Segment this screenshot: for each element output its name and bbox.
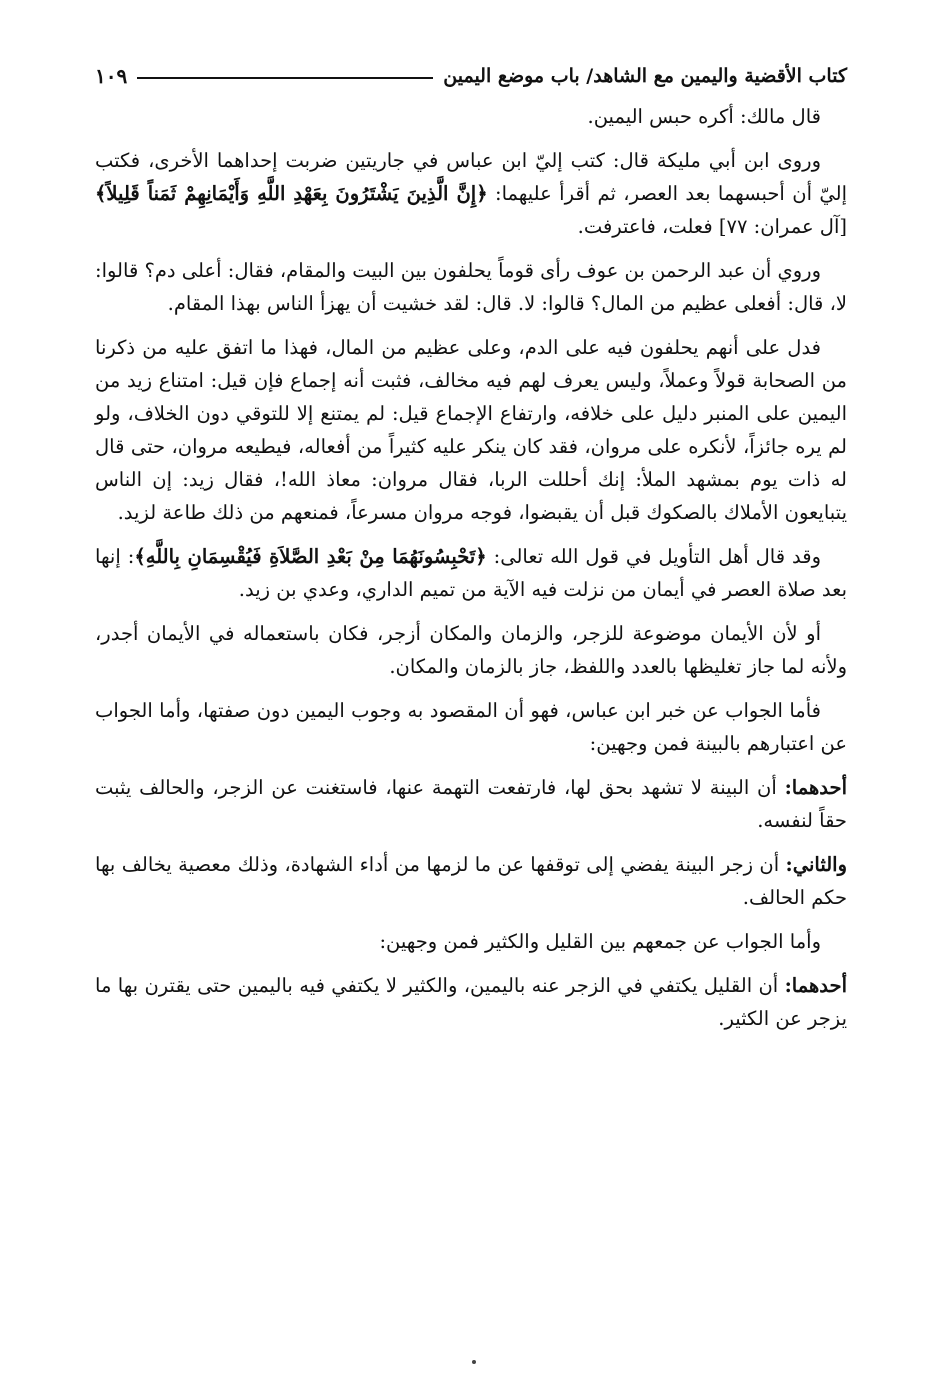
running-header [95,58,847,94]
paragraph [95,617,847,683]
body-text [95,100,847,1035]
paragraph-text: فأما الجواب عن خبر ابن عباس، فهو أن المقصود به وجوب اليمين دون صفتها، وأما الجواب عن اعتبارهم بالبينة فمن وجهين: [95,699,847,755]
paragraph [95,100,847,133]
paragraph [95,694,847,760]
quran-verse: ﴿تَحْبِسُونَهُمَا مِنْ بَعْدِ الصَّلاَةِ فَيُقْسِمَانِ بِاللَّهِ﴾ [134,545,487,568]
verse-reference: [آل عمران: ٧٧] [718,215,847,238]
paragraph-text: فعلت، فاعترفت. [577,215,719,238]
paragraph-text: وأما الجواب عن جمعهم بين القليل والكثير فمن وجهين: [379,930,821,953]
book-page [95,58,847,1046]
page-speck [472,1360,476,1364]
paragraph-lead: والثاني: [785,853,847,876]
paragraph [95,331,847,529]
paragraph-text: أن زجر البينة يفضي إلى توقفها عن ما لزمها من أداء الشهادة، وذلك معصية يخالف بها حكم الحالف. [95,853,847,909]
paragraph-text: فدل على أنهم يحلفون فيه على الدم، وعلى عظيم من المال، فهذا ما اتفق عليه من ذكرنا من الصحابة قولاً وعملاً، وليس يعرف لهم فيه مخالف، فثبت أنه إجماع فإن قيل: امتناع زيد من اليمين على المنبر دليل على خلافه، وارتفاع الإجماع قيل: لم يمتنع إلا للتوقي دون الخلاف، ولو لم يره جائزاً، لأنكره على مروان، فقد كان ينكر عليه كثيراً من أفعاله، فيطيعه مروان، حتى قال له ذات يوم بمشهد الملأ: إنك أحللت الربا، فقال مروان: معاذ الله!، فقال زيد: إن الناس يتبايعون الأملاك بالصكوك قبل أن يقبضوا، فوجه مروان مسرعاً، فمنعهم من ذلك طاعة لزيد. [95,336,847,524]
paragraph-text: أو لأن الأيمان موضوعة للزجر، والزمان والمكان أزجر، فكان باستعماله في الأيمان أجدر، ولأنه لما جاز تغليظها بالعدد واللفظ، جاز بالزمان والمكان. [95,622,847,678]
paragraph [95,848,847,914]
chapter-title: كتاب الأقضية واليمين مع الشاهد/ باب موضع اليمين [443,65,847,87]
paragraph [95,540,847,606]
quran-verse: ﴿إِنَّ الَّذِينَ يَشْتَرُونَ بِعَهْدِ اللَّهِ وَأَيْمَانِهِمْ ثَمَناً قَلِيلاً﴾ [95,182,488,205]
paragraph-text: وروى ابن أبي مليكة قال: كتب إليّ ابن عباس في جاريتين ضربت إحداهما الأخرى، فكتب إليّ أن أحبسهما بعد العصر، ثم أقرأ عليهما: [95,149,848,205]
paragraph [95,969,847,1035]
paragraph [95,771,847,837]
paragraph [95,925,847,958]
paragraph-lead: أحدهما: [784,974,847,997]
paragraph-text: وروي أن عبد الرحمن بن عوف رأى قوماً يحلفون بين البيت والمقام، فقال: أعلى دم؟ قالوا: لا، قال: أفعلى عظيم من المال؟ قالوا: لا. قال: لقد خشيت أن يهزأ الناس بهذا المقام. [95,259,847,315]
paragraph [95,144,847,243]
header-rule [137,77,433,79]
page-number: ١٠٩ [95,64,128,88]
paragraph [95,254,847,320]
paragraph-lead: أحدهما: [784,776,847,799]
paragraph-text: أن القليل يكتفي في الزجر عنه باليمين، والكثير لا يكتفي فيه باليمين حتى يقترن بها ما يزجر عن الكثير. [95,974,847,1030]
paragraph-text: وقد قال أهل التأويل في قول الله تعالى: [486,545,821,568]
paragraph-text: أن البينة لا تشهد بحق لها، فارتفعت التهمة عنها، فاستغنت عن الزجر، والحالف يثبت حقاً لنفسه. [95,776,847,832]
paragraph-text: : إنها بعد صلاة العصر في أيمان من نزلت فيه الآية من تميم الداري، وعدي بن زيد. [95,545,847,601]
paragraph-text: قال مالك: أكره حبس اليمين. [587,105,821,128]
